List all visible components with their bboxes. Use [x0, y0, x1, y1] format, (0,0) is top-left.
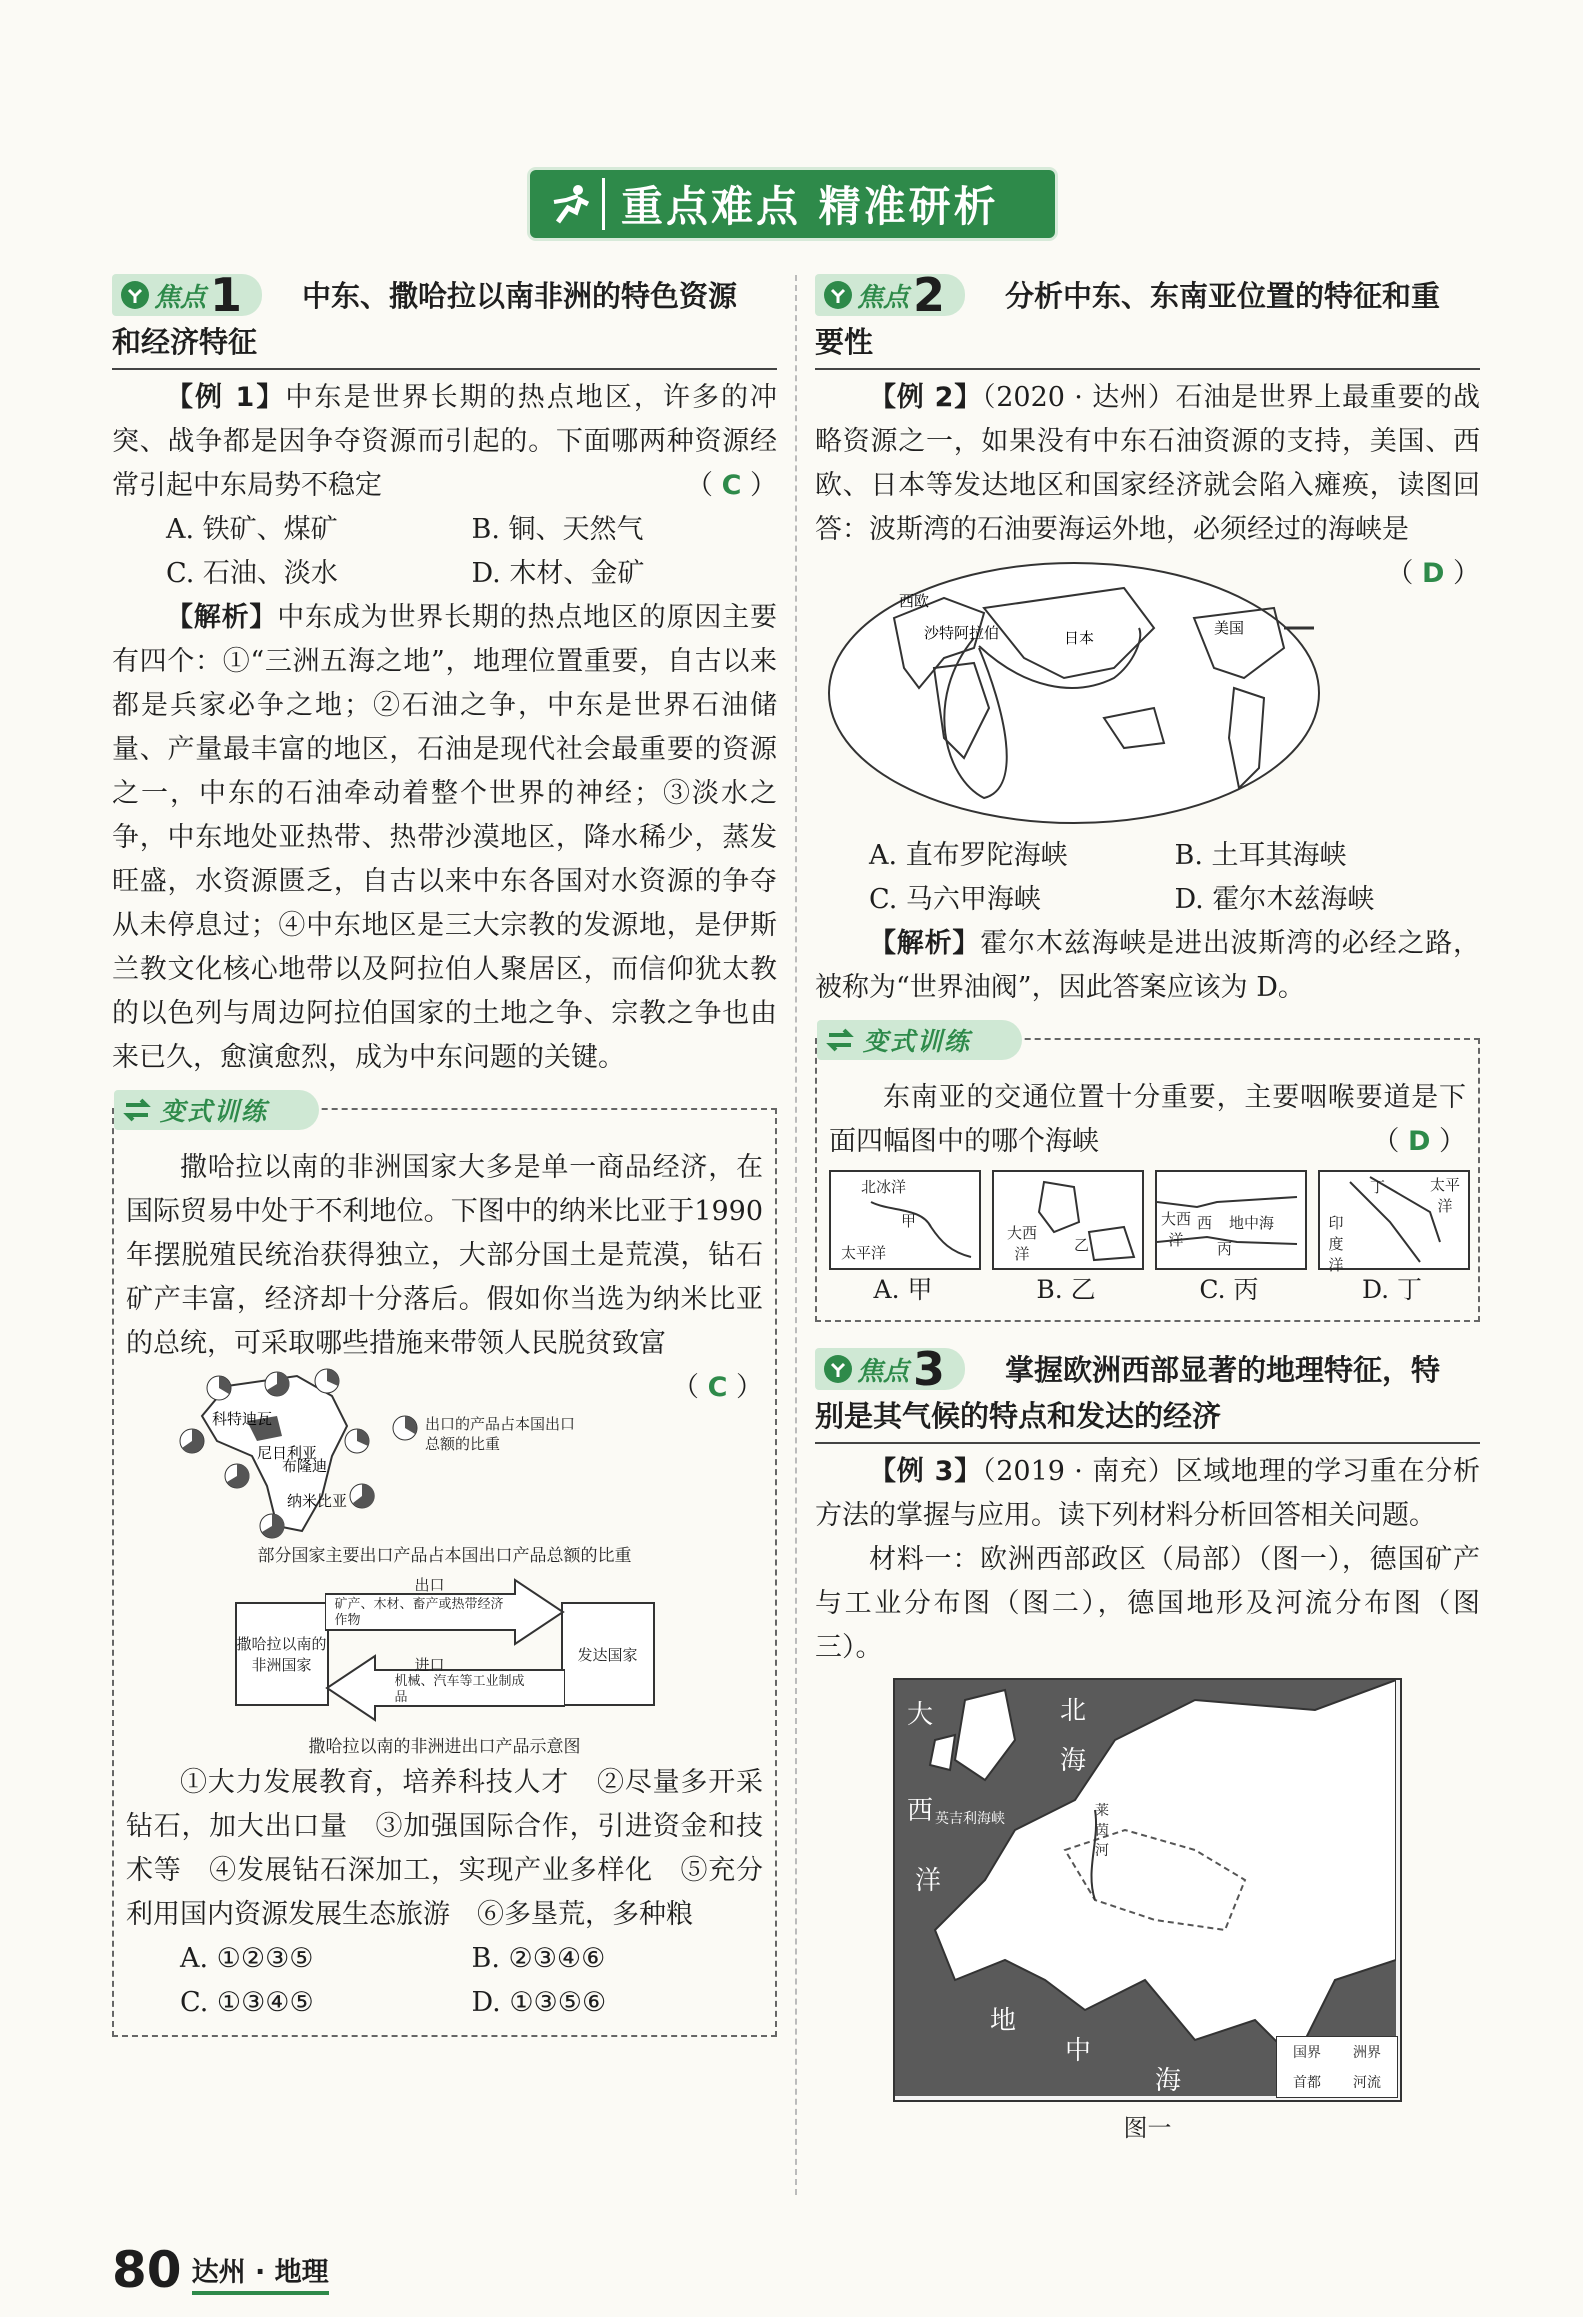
europe-map-figure — [815, 1678, 1480, 2102]
focus1-header — [112, 270, 777, 320]
world-label-west-europe: 西欧 — [898, 592, 929, 610]
example2-tag: 【例 2】 — [869, 382, 982, 413]
focus3-header — [815, 1344, 1480, 1394]
analysis1-tag: 【解析】 — [166, 602, 278, 633]
flow-right-box: 发达国家 — [561, 1602, 655, 1706]
variant1-tag — [114, 1090, 319, 1130]
focus1-number: 1 — [210, 268, 243, 322]
arrow-icon — [120, 280, 150, 310]
strait-panel-c — [1155, 1170, 1303, 1310]
europe-label-zhong: 中 — [1065, 2036, 1092, 2066]
panel-d-label-pacific: 太平洋 — [1430, 1176, 1461, 1215]
swap-icon — [122, 1095, 152, 1125]
focus3-label: 焦点 — [857, 1356, 910, 1387]
europe-map — [895, 1680, 1396, 2096]
analysis2-text: 霍尔木兹海峡是进出波斯湾的必经之路，被称为“世界油阀”，因此答案应该为 D。 — [815, 928, 1481, 1003]
panel-d-option: D. 丁 — [1361, 1275, 1423, 1304]
example2-options — [815, 834, 1480, 922]
variant1-text: 撒哈拉以南的非洲国家大多是单一商品经济，在国际贸易中处于不利地位。下图中的纳米比亚于1990年摆脱殖民统治获得独立，大部分国土是荒漠，钻石矿产丰富，经济却十分落后。假如你当选为纳米比亚的总统，可采取哪些措施来带领人民脱贫致富 — [126, 1152, 763, 1359]
option-d: D. 木材、金矿 — [471, 558, 645, 589]
map-label-burundi: 布隆迪 — [281, 1457, 327, 1475]
focus2-title: 分析中东、东南亚位置的特征和重 — [1005, 279, 1441, 313]
flow-import-items: 机械、汽车等工业制成品 — [394, 1674, 525, 1705]
variant1-box — [112, 1097, 777, 2037]
option-c: C. ①③④⑤ — [180, 1987, 314, 2018]
focus1-badge — [112, 268, 262, 322]
panel-c-label-atlantic: 大西洋 — [1161, 1210, 1192, 1249]
legend-river: 河流 — [1353, 2075, 1381, 2091]
world-label-saudi: 沙特阿拉伯 — [923, 624, 999, 642]
europe-label-hai: 海 — [1060, 1746, 1087, 1776]
world-map — [824, 558, 1324, 828]
example1-answer: （ C ） — [685, 470, 777, 501]
example3-tag: 【例 3】 — [869, 1456, 982, 1487]
focus1-label: 焦点 — [154, 282, 207, 313]
europe-label-di: 地 — [990, 2006, 1017, 2036]
strait-panels — [829, 1170, 1466, 1310]
panel-d-label-indian: 印度洋 — [1328, 1214, 1344, 1274]
panel-c-label-med: 地中海 — [1229, 1214, 1275, 1232]
trade-flow-caption: 撒哈拉以南的非洲进出口产品示意图 — [308, 1737, 581, 1757]
book-name: 达州 · 地理 — [192, 2250, 329, 2295]
option-c: C. 石油、淡水 — [166, 558, 338, 589]
section-banner — [530, 170, 1055, 238]
variant2-label: 变式训练 — [863, 1027, 972, 1056]
flow-arrows — [325, 1572, 565, 1732]
page-footer — [112, 2241, 329, 2299]
map-label-ivory-coast: 科特迪瓦 — [211, 1410, 272, 1428]
option-a: A. 直布罗陀海峡 — [869, 840, 1068, 871]
focus1-title: 中东、撒哈拉以南非洲的特色资源 — [302, 279, 738, 313]
strait-panel-b — [992, 1170, 1140, 1310]
europe-legend — [1276, 2036, 1398, 2098]
example1-options — [112, 508, 777, 596]
banner-title: 重点难点 精准研析 — [621, 182, 999, 231]
panel-d-label-ding: 丁 — [1370, 1178, 1386, 1196]
focus3-title: 掌握欧洲西部显著的地理特征，特 — [1005, 1353, 1441, 1387]
variant2-text-block — [829, 1076, 1466, 1164]
focus3-number: 3 — [913, 1342, 946, 1396]
trade-flow-diagram — [126, 1572, 763, 1732]
strait-panel-d — [1318, 1170, 1466, 1310]
europe-label-hai2: 海 — [1155, 2066, 1182, 2096]
option-a: A. ①②③⑤ — [180, 1943, 314, 1974]
option-d: D. ①③⑤⑥ — [471, 1987, 607, 2018]
example3 — [815, 1450, 1480, 1538]
flow-export-label: 出口 — [414, 1576, 445, 1594]
variant1-answer: （ C ） — [671, 1372, 763, 1403]
option-a: A. 铁矿、煤矿 — [166, 514, 338, 545]
example3-material: 材料一：欧洲西部政区（局部）（图一），德国矿产与工业分布图（图二），德国地形及河流分布图（图三）。 — [815, 1544, 1480, 1663]
focus2-badge — [815, 268, 965, 322]
world-label-japan: 日本 — [1063, 629, 1094, 647]
map-legend: 出口的产品占本国出口总额的比重 — [424, 1415, 575, 1453]
legend-border: 国界 — [1293, 2045, 1321, 2061]
variant2-answer: （ D ） — [1372, 1126, 1466, 1157]
flow-import-label: 进口 — [414, 1656, 445, 1674]
focus2-title-cont: 要性 — [815, 320, 1480, 370]
panel-a-label-arctic: 北冰洋 — [861, 1178, 907, 1196]
arrow-icon — [823, 1354, 853, 1384]
analysis1-text: 中东成为世界长期的热点地区的原因主要有四个：①“三洲五海之地”，地理位置重要，自古以来都是兵家必争之地；②石油之争，中东是世界石油储量、产量最丰富的地区，石油是现代社会最重要的资源之一，中东的石油牵动着整个世界的神经；③淡水之争，中东地处亚热带、热带沙漠地区，降水稀少，蒸发旺盛，水资源匮乏，自古以来中东各国对水资源的争夺从未停息过；④中东地区是三大宗教的发源地，是伊斯兰教文化核心地带以及阿拉伯人聚居区，而信仰犹太教的以色列与周边阿拉伯国家的土地之争、宗教之争也由来已久，愈演愈烈，成为中东问题的关键。 — [112, 602, 778, 1073]
option-b: B. ②③④⑥ — [471, 1943, 606, 1974]
variant1-label: 变式训练 — [160, 1097, 269, 1126]
analysis2 — [815, 922, 1480, 1010]
swap-icon — [825, 1025, 855, 1055]
europe-label-channel: 英吉利海峡 — [935, 1811, 1005, 1827]
panel-b-label-atlantic: 大西洋 — [1006, 1224, 1037, 1263]
example3-text: （2019 · 南充）区域地理的学习重在分析方法的掌握与应用。读下列材料分析回答相关问题。 — [815, 1456, 1480, 1531]
example2 — [815, 376, 1480, 589]
option-c: C. 马六甲海峡 — [869, 884, 1041, 915]
variant1-text-block — [126, 1146, 763, 1403]
strait-panel-a — [829, 1170, 977, 1310]
option-d: D. 霍尔木兹海峡 — [1174, 884, 1375, 915]
option-b: B. 铜、天然气 — [471, 514, 644, 545]
focus2-label: 焦点 — [857, 282, 910, 313]
panel-a-option: A. 甲 — [873, 1275, 933, 1304]
africa-map — [157, 1366, 587, 1541]
variant1-measures: ①大力发展教育，培养科技人才 ②尽量多开采钻石，加大出口量 ③加强国际合作，引进资金和技术等 ④发展钻石深加工，实现产业多样化 ⑤充分利用国内资源发展生态旅游 ⑥多垦荒，多种粮 — [126, 1767, 763, 1930]
flow-left-box: 撒哈拉以南的非洲国家 — [235, 1602, 329, 1706]
panel-c-label-xi: 西 — [1197, 1214, 1213, 1232]
europe-map-caption: 图一 — [1123, 2114, 1172, 2142]
panel-c-label-bing: 丙 — [1217, 1240, 1233, 1258]
europe-label-bei: 北 — [1060, 1696, 1087, 1726]
column-divider — [795, 275, 797, 2195]
world-label-usa: 美国 — [1213, 619, 1244, 637]
example1-tag: 【例 1】 — [166, 382, 286, 413]
europe-label-xi: 西 — [907, 1796, 934, 1826]
variant2-text: 东南亚的交通位置十分重要，主要咽喉要道是下面四幅图中的哪个海峡 — [829, 1082, 1466, 1157]
africa-map-figure — [126, 1366, 618, 1541]
analysis2-tag: 【解析】 — [869, 928, 981, 959]
panel-c-option: C. 丙 — [1199, 1275, 1259, 1304]
variant2-tag — [817, 1020, 1022, 1060]
example2-text: （2020 · 达州）石油是世界上最重要的战略资源之一，如果没有中东石油资源的支持，美国、西欧、日本等发达地区和国家经济就会陷入瘫痪，读图回答：波斯湾的石油要海运外地，必须经过的海峡是 — [815, 382, 1480, 545]
option-b: B. 土耳其海峡 — [1174, 840, 1347, 871]
europe-label-da: 大 — [907, 1700, 934, 1730]
runner-icon — [542, 178, 605, 230]
panel-a-label-pacific: 太平洋 — [841, 1244, 887, 1262]
variant2-box — [815, 1027, 1480, 1322]
europe-label-yang: 洋 — [915, 1866, 942, 1896]
example1 — [112, 376, 777, 508]
example2-answer: （ D ） — [1386, 558, 1480, 589]
map-label-nigeria: 尼日利亚 — [256, 1444, 317, 1462]
panel-b-option: B. 乙 — [1036, 1275, 1096, 1304]
europe-label-rhine: 莱茵河 — [1095, 1803, 1109, 1859]
focus3-title-cont: 别是其气候的特点和发达的经济 — [815, 1394, 1480, 1444]
analysis1 — [112, 596, 777, 1080]
example1-text: 中东是世界长期的热点地区，许多的冲突、战争都是因争夺资源而引起的。下面哪两种资源经常引起中东局势不稳定 — [112, 382, 778, 501]
right-column — [815, 270, 1480, 2143]
focus3-badge — [815, 1342, 965, 1396]
africa-map-caption: 部分国家主要出口产品占本国出口产品总额的比重 — [257, 1546, 632, 1566]
panel-b-label-yi: 乙 — [1074, 1236, 1090, 1254]
legend-capital: 首都 — [1293, 2075, 1321, 2091]
variant1-options — [126, 1937, 763, 2025]
flow-export-items: 矿产、木材、畜产或热带经济作物 — [334, 1597, 504, 1628]
focus2-number: 2 — [913, 268, 946, 322]
map-label-namibia: 纳米比亚 — [286, 1492, 347, 1510]
page-number: 80 — [112, 2241, 182, 2299]
focus2-header — [815, 270, 1480, 320]
panel-a-label-jia: 甲 — [901, 1212, 917, 1230]
left-column — [112, 270, 777, 2037]
world-map-figure — [815, 558, 1332, 828]
focus1-title-cont: 和经济特征 — [112, 320, 777, 370]
arrow-icon — [823, 280, 853, 310]
legend-continent: 洲界 — [1353, 2045, 1381, 2061]
